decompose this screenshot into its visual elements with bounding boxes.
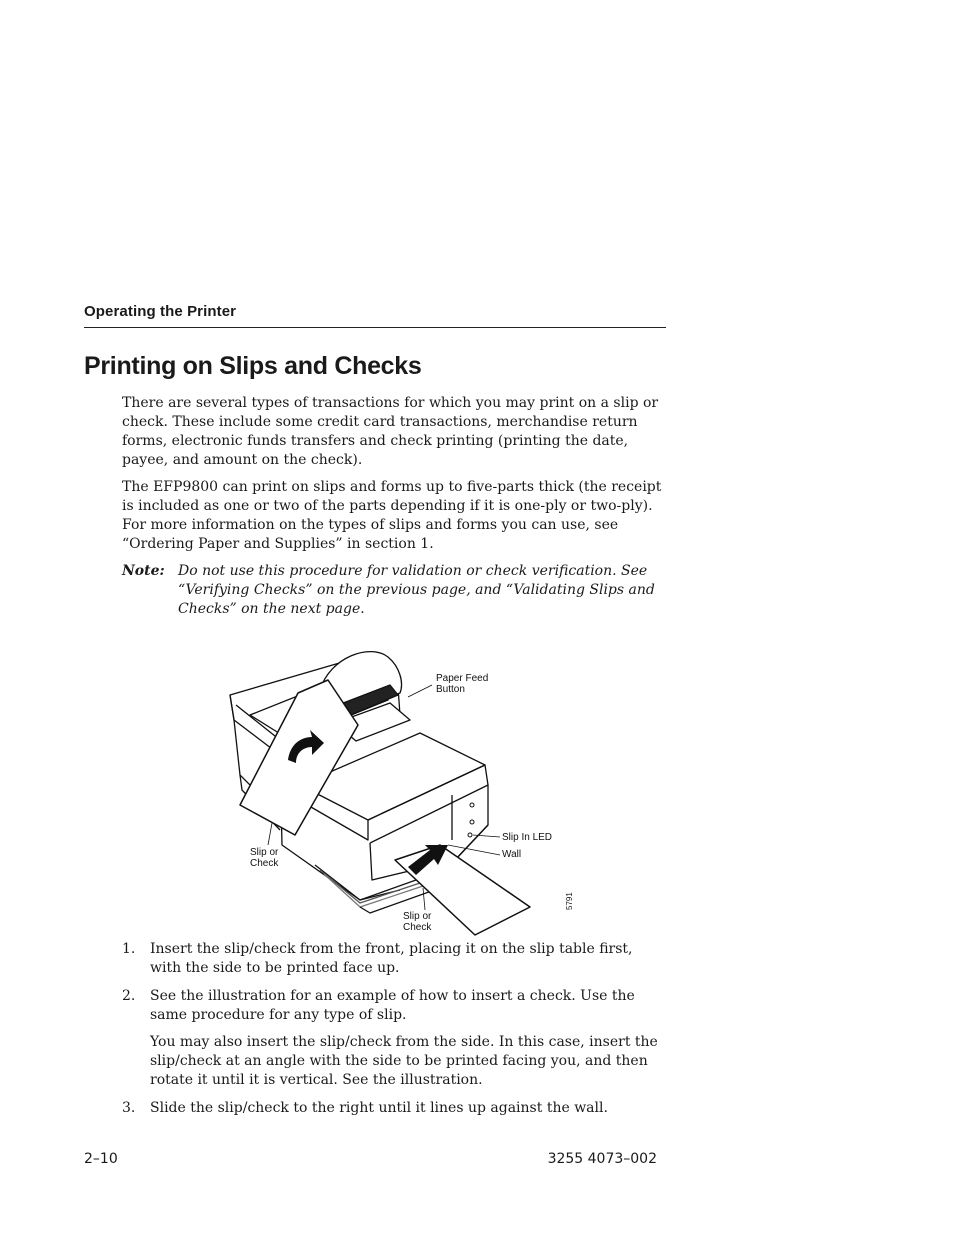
section-title: Printing on Slips and Checks xyxy=(84,352,422,380)
step-text: Insert the slip/check from the front, placing it on the slip table first, with the side to be printed face up. xyxy=(150,941,633,976)
step-text: You may also insert the slip/check from the side. In this case, insert the slip/check at an angle with the side to be printed facing you, and then rotate it until it is vertical. See the illustration. xyxy=(150,1034,658,1088)
step-number: 2. xyxy=(122,988,136,1004)
step-number: 3. xyxy=(122,1100,136,1116)
callout-wall: Wall xyxy=(502,849,522,860)
step-number: 1. xyxy=(122,941,136,957)
step-text: Slide the slip/check to the right until it lines up against the wall. xyxy=(150,1100,608,1116)
printer-illustration xyxy=(220,645,590,940)
header-rule xyxy=(84,327,666,328)
intro-paragraph: There are several types of transactions for which you may print on a slip or check. These include some credit card transactions, merchandise return forms, electronic funds transfers and check printing (printing the date, payee, and amount on the check). xyxy=(122,395,659,468)
note-label: Note: xyxy=(122,563,165,579)
printer-drawing xyxy=(220,645,590,940)
callout-slip-bottom: Slip or Check xyxy=(403,911,432,933)
note-text: Do not use this procedure for validation or check verification. See “Verifying Checks” on the previous page, and “Validating Slips and Checks” on the next page. xyxy=(178,563,655,617)
running-head: Operating the Printer xyxy=(84,303,237,320)
page-number: 2–10 xyxy=(84,1151,118,1167)
callout-paper-feed-button: Paper Feed Button xyxy=(436,673,489,695)
callout-slip-left: Slip or Check xyxy=(250,847,279,869)
figure-number: 5791 xyxy=(565,892,574,910)
document-number: 3255 4073–002 xyxy=(547,1151,657,1167)
callout-slip-in-led: Slip In LED xyxy=(502,832,553,843)
step-text: See the illustration for an example of how to insert a check. Use the same procedure for any type of slip. xyxy=(150,988,635,1023)
capacity-paragraph: The EFP9800 can print on slips and forms up to five-parts thick (the receipt is included as one or two of the parts depending if it is one-ply or two-ply). For more information on the types of slips and forms you can use, see “Ordering Paper and Supplies” in section 1. xyxy=(122,479,662,552)
